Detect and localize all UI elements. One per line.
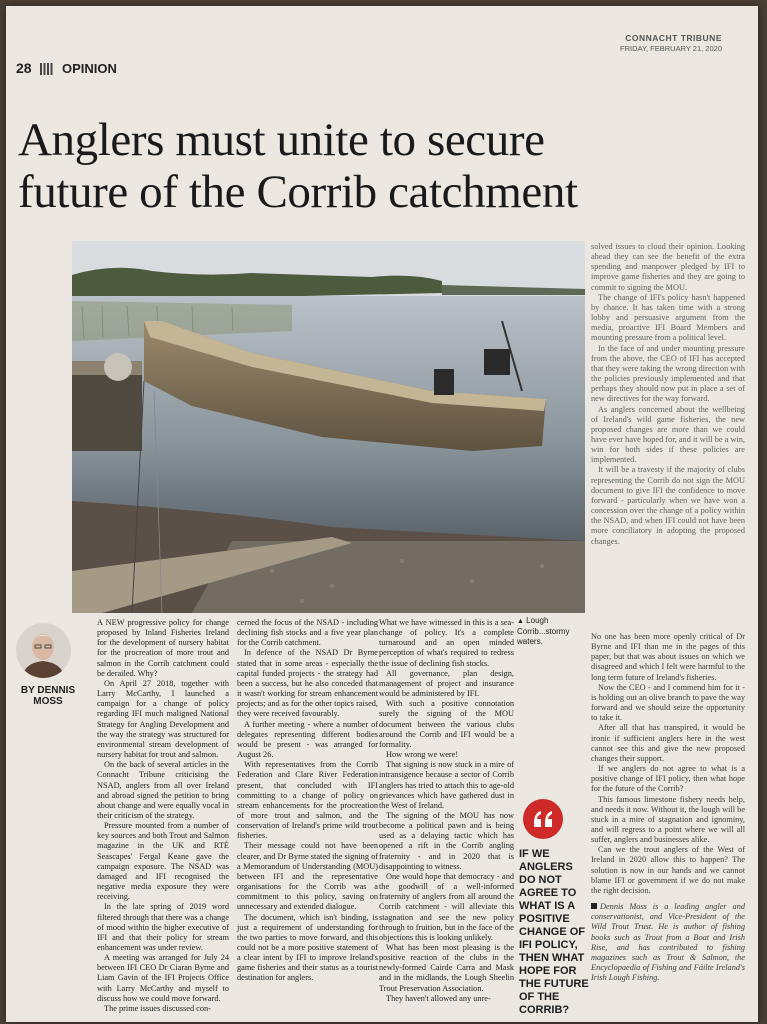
quote-icon (523, 799, 563, 839)
paragraph: The change of IFI's policy hasn't happened by chance. It has taken time with a strong lobby and persuasive argument from the media, proactive IFI Board Members and mounting pressure from a political level. (591, 292, 745, 343)
article-column-2 (237, 618, 378, 984)
paragraph: cerned the focus of the NSAD - including declining fish stocks and a five year plan for the Corrib catchment. (237, 618, 378, 648)
paragraph: The prime issues discussed con- (104, 1003, 211, 1013)
paragraph: A meeting was arranged for July 24 between IFI CEO Dr Ciaran Byrne and Liam Gavin of the IFI Projects Office with Larry McCarthy and myself to discuss how we could move forward. (97, 953, 229, 1003)
paper-name: CONNACHT TRIBUNE (625, 33, 722, 43)
author-bio-text: Dennis Moss is a leading angler and conservationist, and Vice-President of the Wild Trout Trust. He is author of fishing books such as Trout from a Boat and Irish Rise, and has contributed to fishing magazines such as Trout & Salmon, the Encyclopaedia of Fishing and Fáilte Ireland's Irish Lough Fishing. (591, 902, 745, 983)
article-column-right-top (591, 242, 745, 547)
paragraph: What we have witnessed in this is a sea-change of policy. It's a complete turnaround and an open minded perception of what's required to redress the issue of declining fish stocks. (379, 618, 514, 668)
paragraph: One would hope that democracy - and the goodwill of a well-informed fraternity of anglers from all around the Corrib catchment - will alleviate this stagnation and see the new policy through to fruition, but in the face of the objections this is looking unlikely. (379, 871, 514, 942)
paragraph: Their message could not have been clearer, and Dr Byrne stated the signing of a Memorandum of Understanding (MOU) between IFI and the representative organisations for the Corrib was a commitment to this policy, saving on unnecessary and extended dialogue. (237, 841, 378, 912)
article-column-4 (591, 632, 745, 983)
bullet-icon (591, 903, 597, 909)
section-divider-icon (40, 63, 53, 75)
paragraph: This famous limestone fishery needs help, and needs it now. Without it, the lough will be stuck in a mire of stagnation and ignominy, and will regress to a point where we will all suffer, anglers and businesses alike. (591, 794, 745, 845)
author-bio (591, 902, 745, 983)
paragraph: Pressure mounted from a number of key sources and both Trout and Salmon magazine in the UK and RTÉ Seascapes' Fergal Keane gave the campaign exposure. The NSAD was damaged and IFI recognised the negative media exposure they were receiving. (97, 821, 229, 902)
section-label: OPINION (62, 61, 117, 76)
paragraph: Now the CEO - and I commend him for it - is holding out an olive branch to pave the way forward and we should seize the opportunity to take it. (591, 682, 745, 723)
paragraph: On April 27 2018, together with Larry McCarthy, I launched a campaign for a change of policy regarding IFI much maligned National Strategy for Angling Development and the way the strategy was structured for environmental stream development of nursery habitat for trout and salmon. (97, 678, 229, 760)
paragraph: That signing is now stuck in a mire of intransigence because a sector of Corrib anglers has tried to attach this to age-old grievances which have gathered dust in the West of Ireland. (379, 760, 514, 810)
paragraph: After all that has transpired, it would be ironic if sufficient anglers here in the west cannot see this and give the new proposed changes their support. (591, 723, 745, 763)
paragraph: On the back of several articles in the Connacht Tribune criticising the NSAD, anglers from all over Ireland and abroad signed the petition to bring about change and were equally vocal in their criticism of the strategy. (97, 760, 229, 820)
caption-text: Lough Corrib...stormy waters. (517, 616, 570, 646)
paragraph: In defence of the NSAD Dr Byrne stated that in some areas - especially the capital funded projects - the strategy had been a success, but he also conceded that it wasn't working for stream enhancement projects; and as for the other topics raised, they were received favourably. (237, 648, 378, 719)
paragraph: If we anglers do not agree to what is a positive change of IFI policy, then what hope for the future of the Corrib? (591, 764, 745, 794)
paragraph: It will be a travesty if the majority of clubs representing the Corrib do not sign the MOU document to give IFI the confidence to move forward - particularly when we have won a concession over the change of a policy within the NSAD, and when IFI could not have been more conciliatory in adopting the proposed changes. (591, 465, 745, 546)
paragraph: They haven't allowed any unre- (386, 993, 491, 1003)
paragraph: How wrong we were! (386, 750, 459, 760)
article-column-3 (379, 618, 514, 1004)
paragraph: As anglers concerned about the wellbeing of Ireland's wild game fisheries, the new proposed changes are more than we could have ever have hoped for, and it will be a win, win for both sides if these policies are implemented. (591, 404, 745, 465)
headline-line-1: Anglers must unite to secure (18, 114, 545, 166)
paragraph: A NEW progressive policy for change proposed by Inland Fisheries Ireland for the development of nursery habitat for the procreation of more trout and salmon in the Corrib catchment could be derailed. Why? (97, 618, 229, 678)
headline-line-2: future of the Corrib catchment (18, 166, 578, 218)
newspaper-page (6, 6, 758, 1022)
page-number: 28 (16, 60, 32, 76)
byline: BY DENNIS MOSS (20, 685, 76, 707)
issue-date: FRIDAY, FEBRUARY 21, 2020 (620, 44, 722, 53)
paragraph: Can we the trout anglers of the West of Ireland in 2020 allow this to happen? The solution is now in our hands and we cannot blame IFI or government if we do not make the right decision. (591, 845, 745, 895)
photo-caption (517, 616, 587, 647)
article-column-1 (97, 618, 229, 1014)
paragraph: A further meeting - where a number of delegates representing different bodies would be present - was arranged for August 26. (237, 719, 378, 760)
paragraph: What has been most pleasing is the positive reaction of the clubs in the newly-formed Cairde Carra and Mask and in the midlands, the Lough Sheelin Trout Preservation Association. (379, 943, 514, 993)
paragraph: All governance, plan design, management of project and insurance would be administered by IFI. (379, 668, 514, 699)
headline (18, 114, 753, 218)
caption-arrow-icon: ▲ (517, 618, 524, 625)
masthead (620, 33, 722, 53)
lake-boat-photo (72, 241, 585, 613)
paragraph: solved issues to cloud their opinion. Looking ahead they can see the benefit of the extra spending and manpower pledged by IFI to improve game fisheries and they are going to commit to signing the MOU. (591, 242, 745, 292)
paragraph: No one has been more openly critical of Dr Byrne and IFI than me in the pages of this paper, but that was about issues on which we disagreed and which I felt were harmful to the long term future of Ireland's fisheries. (591, 632, 745, 682)
paragraph: In the late spring of 2019 word filtered through that there was a change of mood within the higher executive of IFI and that their policy for stream enhancement was under review. (97, 902, 229, 952)
paragraph: With such a positive connotation surely the signing of the MOU document between the various clubs around the Corrib and IFI would be a formality. (379, 699, 514, 749)
paragraph: The document, which isn't binding, is just a requirement of understanding for the two parties to move forward, and this could not be a more positive statement of a clear intent by IFI to improve Ireland's game fisheries and their status as a tourist destination for anglers. (237, 912, 378, 983)
pull-quote: IF WE ANGLERS DO NOT AGREE TO WHAT IS A POSITIVE CHANGE OF IFI POLICY, THEN WHAT HOPE FOR THE FUTURE OF THE CORRIB? (519, 848, 589, 1016)
paragraph: In the face of and under mounting pressure from the above, the CEO of IFI has accepted that they were taking the wrong direction with the policies previously implemented and that perhaps they should now put in place a set of new directives for the way forward. (591, 343, 745, 404)
paragraph: The signing of the MOU has now become a political pawn and is being used as a delaying tactic which has opened a rift in the Corrib angling fraternity - and in 2020 that is disappointing to witness. (379, 810, 514, 871)
paragraph: With representatives from the Corrib Federation and Clare River Federation present, that concluded with IFI committing to a change of policy on stream enhancements for the procreation of more trout and salmon, and the conservation of Ireland's prime wild trout fisheries. (237, 760, 378, 841)
author-headshot-icon (16, 623, 71, 678)
